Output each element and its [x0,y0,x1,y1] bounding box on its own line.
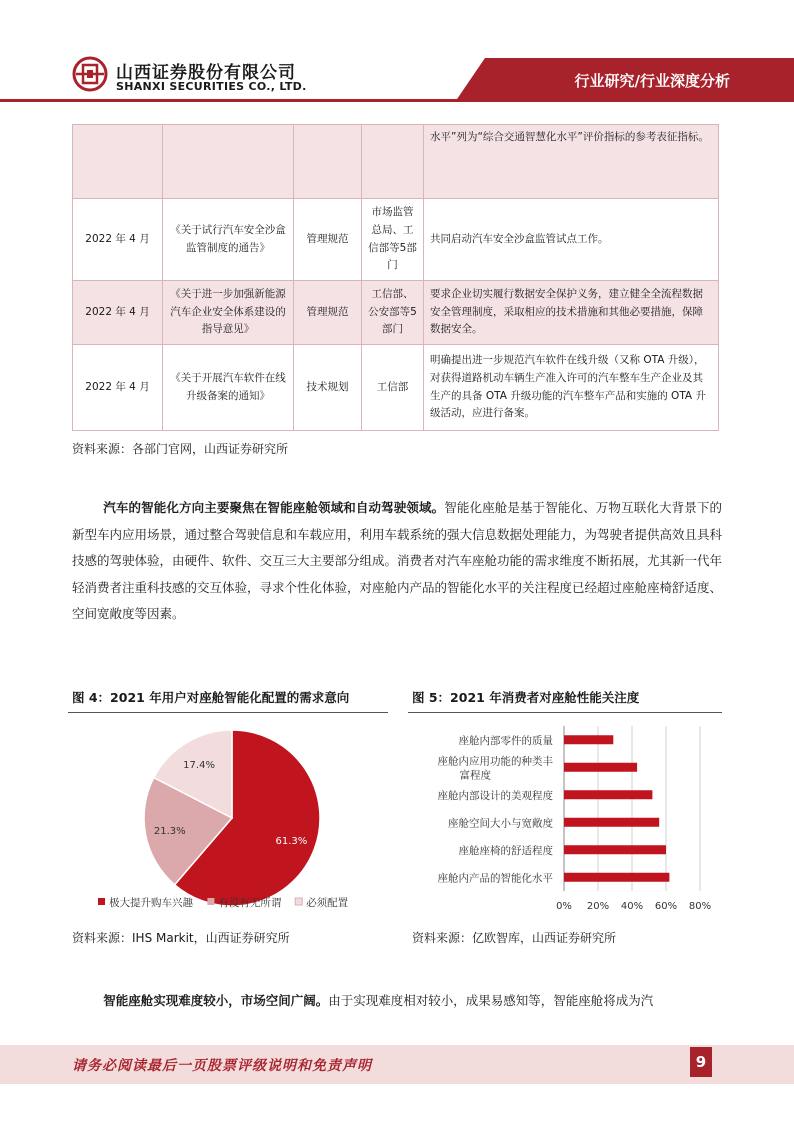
table-row [73,281,719,345]
cell-type: 技术规划 [294,345,362,431]
pie-data-label: 61.3% [275,836,308,848]
cell-title: 《关于进一步加强新能源汽车企业安全体系建设的指导意见》 [163,281,294,345]
cell-date [73,125,163,199]
cell-title: 《关于试行汽车安全沙盒监管制度的通告》 [163,199,294,281]
cell-title: 《关于开展汽车软件在线升级备案的通知》 [163,345,294,431]
cell-content: 要求企业切实履行数据安全保护义务，建立健全全流程数据安全管理制度，采取相应的技术措施和其他必要措施，保障数据安全。 [424,281,719,345]
paragraph-1-lead: 汽车的智能化方向主要聚焦在智能座舱领域和自动驾驶领域。 [103,500,445,515]
y-category-label: 座舱内产品的智能化水平 [437,872,553,885]
legend-label: 有没有无所谓 [218,897,282,909]
pie-data-label: 21.3% [153,826,186,838]
pie-data-label: 17.4% [183,759,215,771]
fig4-rule [68,712,388,713]
x-tick-label: 80% [688,901,712,912]
legend-swatch [207,898,214,905]
bar [564,790,652,799]
company-name-cn: 山西证券股份有限公司 [116,63,296,83]
cell-date: 2022 年 4 月 [73,345,163,431]
x-tick-label: 0% [556,901,572,912]
fig5-title: 图 5：2021 年消费者对座舱性能关注度 [412,690,640,705]
bar [564,845,666,854]
y-category-label: 座舱内部设计的美观程度 [437,789,553,802]
bar [564,763,637,772]
legend-swatch [98,898,105,905]
x-tick-label: 20% [586,901,610,912]
fig4-title: 图 4：2021 年用户对座舱智能化配置的需求意向 [72,690,350,705]
cell-type: 管理规范 [294,199,362,281]
bar [564,873,669,882]
cell-dept: 工信部 [362,345,424,431]
cell-type [294,125,362,199]
fig5-rule [408,712,722,713]
y-category-label: 座舱内部零件的质量 [458,734,553,747]
table-row [73,125,719,199]
cell-dept: 工信部、公安部等5部门 [362,281,424,345]
table-source: 资料来源：各部门官网，山西证券研究所 [72,442,289,456]
cell-date: 2022 年 4 月 [73,281,163,345]
cell-type: 管理规范 [294,281,362,345]
cell-content: 明确提出进一步规范汽车软件在线升级（又称 OTA 升级），对获得道路机动车辆生产准入许可的汽车整车生产企业及其生产的具备 OTA 升级功能的汽车整车产品和实施的 OTA 升级活动，应进行备案。 [424,345,719,431]
x-tick-label: 40% [620,901,644,912]
legend-swatch [295,898,302,905]
company-name-en: SHANXI SECURITIES CO., LTD. [116,80,307,93]
cell-date: 2022 年 4 月 [73,199,163,281]
cell-title [163,125,294,199]
table-row [73,199,719,281]
header-rule [0,99,794,102]
body-paragraph-1 [72,495,722,628]
cell-dept [362,125,424,199]
fig5-source: 资料来源：亿欧智库，山西证券研究所 [412,931,617,945]
body-paragraph-2 [72,988,722,1015]
section-label: 行业研究/行业深度分析 [574,72,730,90]
table-row [73,345,719,431]
page-number: 9 [690,1047,712,1077]
footer-disclaimer: 请务必阅读最后一页股票评级说明和免责声明 [72,1058,372,1074]
cell-content: 共同启动汽车安全沙盒监管试点工作。 [424,199,719,281]
legend-label: 极大提升购车兴趣 [109,897,193,909]
y-category-label: 座舱座椅的舒适程度 [458,844,553,857]
x-tick-label: 60% [654,901,678,912]
fig5-bar-chart [408,716,722,928]
fig4-source: 资料来源：IHS Markit，山西证券研究所 [72,931,290,945]
policy-table [72,124,719,431]
y-category-label: 座舱空间大小与宽敞度 [448,817,553,830]
fig4-pie-chart [68,716,388,928]
bar [564,818,659,827]
bar [564,735,613,744]
paragraph-1-text: 智能化座舱是基于智能化、万物互联化大背景下的新型车内应用场景，通过整合驾驶信息和车载应用，利用车载系统的强大信息数据处理能力，为驾驶者提供高效且具科技感的驾驶体验，由硬件、软件、交互三大主要部分组成。消费者对汽车座舱功能的需求维度不断拓展，尤其新一代年轻消费者注重科技感的交互体验，寻求个性化体验，对座舱内产品的智能化水平的关注程度已经超过座舱座椅舒适度、空间宽敞度等因素。 [72,500,723,621]
company-logo-icon [72,56,108,92]
paragraph-2-lead: 智能座舱实现难度较小，市场空间广阔。 [103,993,329,1008]
paragraph-2-text: 由于实现难度相对较小，成果易感知等，智能座舱将成为汽 [328,993,654,1008]
legend-label: 必须配置 [306,897,349,909]
cell-dept: 市场监管总局、工信部等5部门 [362,199,424,281]
y-category-label: 座舱内应用功能的种类丰富程度 [437,755,553,782]
cell-content: 水平”列为“综合交通智慧化水平”评价指标的参考表征指标。 [424,125,719,199]
